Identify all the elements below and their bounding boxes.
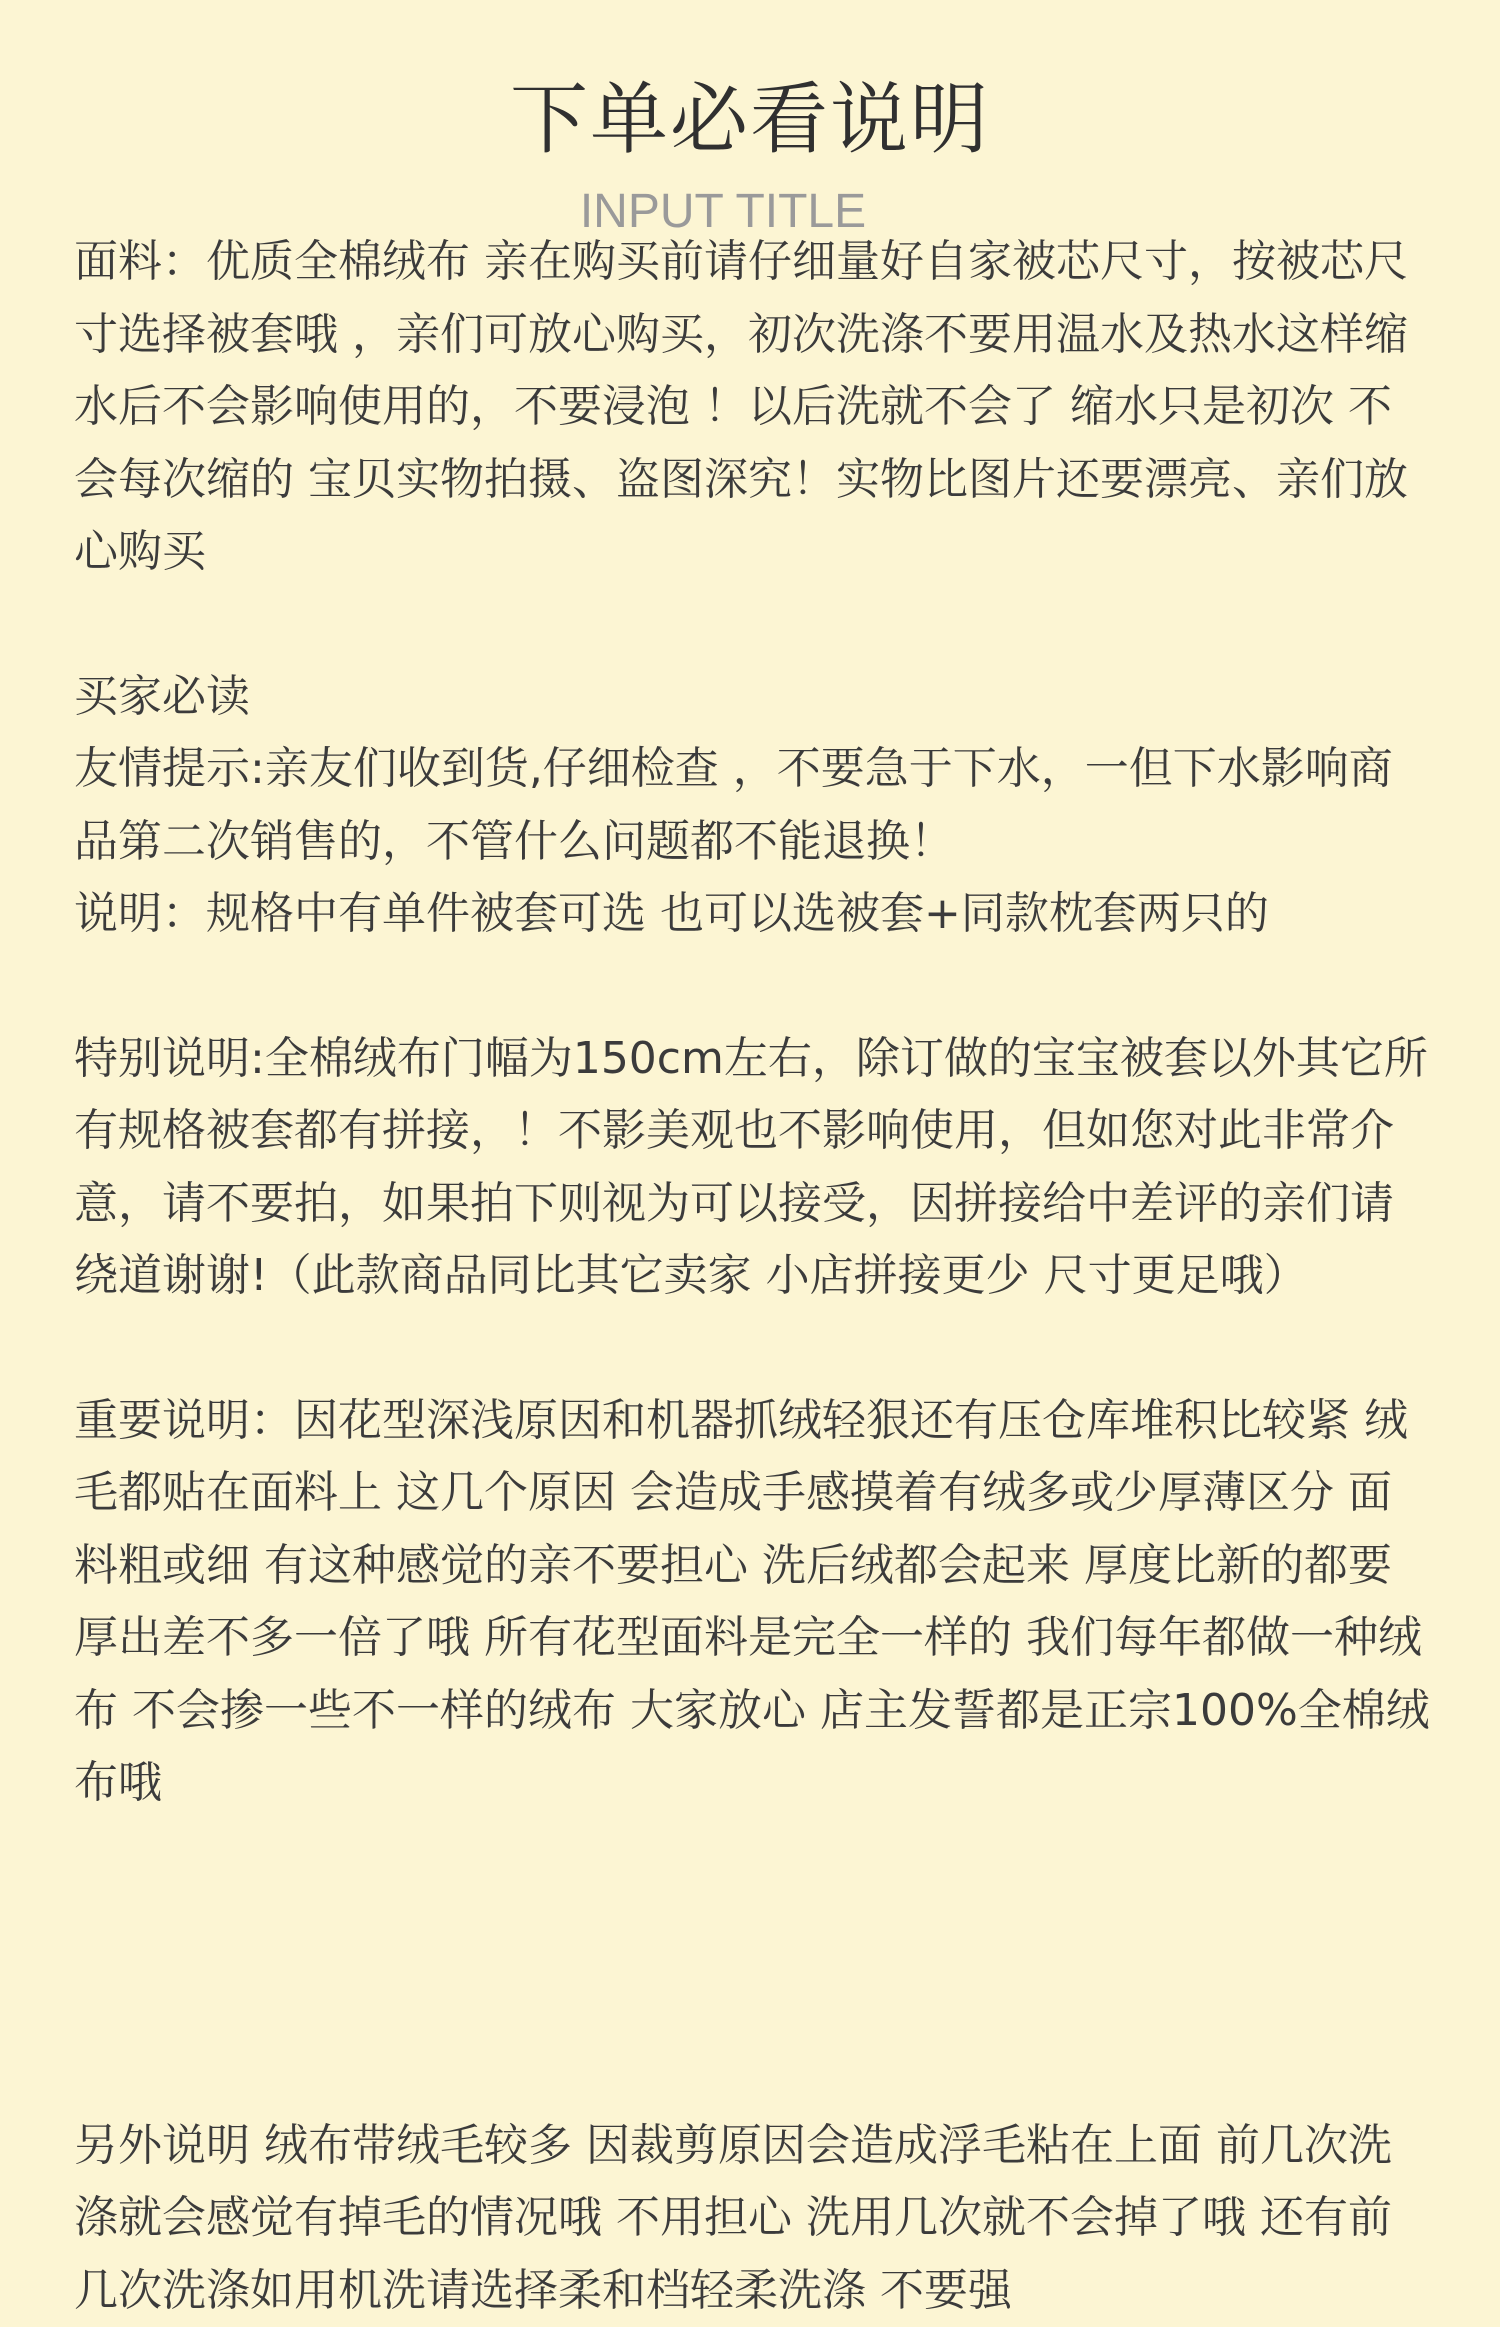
paragraph-gap bbox=[74, 951, 1434, 1023]
page-title: 下单必看说明 bbox=[0, 66, 1500, 174]
input-title-placeholder: INPUT TITLE bbox=[0, 184, 1446, 240]
special-note-paragraph: 特别说明:全棉绒布门幅为150cm左右，除订做的宝宝被套以外其它所有规格被套都有拼接，！不影美观也不影响使用，但如您对此非常介意，请不要拍，如果拍下则视为可以接受，因拼接给中差评的亲们请绕道谢谢!（此款商品同比其它卖家 小店拼接更少 尺寸更足哦） bbox=[74, 1023, 1434, 1313]
paragraph-gap bbox=[74, 1313, 1434, 1385]
instructions-body bbox=[74, 226, 1434, 2327]
large-gap bbox=[74, 1820, 1434, 2110]
additional-note-paragraph: 另外说明 绒布带绒毛较多 因裁剪原因会造成浮毛粘在上面 前几次洗涤就会感觉有掉毛的情况哦 不用担心 洗用几次就不会掉了哦 还有前几次洗涤如用机洗请选择柔和档轻柔洗涤 不要强 bbox=[74, 2110, 1434, 2327]
spec-note-paragraph: 说明：规格中有单件被套可选 也可以选被套+同款枕套两只的 bbox=[74, 878, 1434, 951]
buyer-must-read-heading: 买家必读 bbox=[74, 661, 1434, 734]
important-note-paragraph: 重要说明：因花型深浅原因和机器抓绒轻狠还有压仓库堆积比较紧 绒毛都贴在面料上 这几个原因 会造成手感摸着有绒多或少厚薄区分 面料粗或细 有这种感觉的亲不要担心 洗后绒都会起来 厚度比新的都要厚出差不多一倍了哦 所有花型面料是完全一样的 我们每年都做一种绒布 不会掺一些不一样的绒布 大家放心 店主发誓都是正宗100%全棉绒布哦 bbox=[74, 1385, 1434, 1820]
friendly-tip-paragraph: 友情提示:亲友们收到货,仔细检查 ，不要急于下水，一但下水影响商品第二次销售的，不管什么问题都不能退换！ bbox=[74, 733, 1434, 878]
fabric-paragraph: 面料：优质全棉绒布 亲在购买前请仔细量好自家被芯尺寸，按被芯尺寸选择被套哦 ，亲们可放心购买，初次洗涤不要用温水及热水这样缩水后不会影响使用的，不要浸泡 ！以后洗就不会了 缩水只是初次 不会每次缩的 宝贝实物拍摄、盗图深究！实物比图片还要漂亮、亲们放心购买 bbox=[74, 226, 1434, 589]
paragraph-gap bbox=[74, 589, 1434, 661]
